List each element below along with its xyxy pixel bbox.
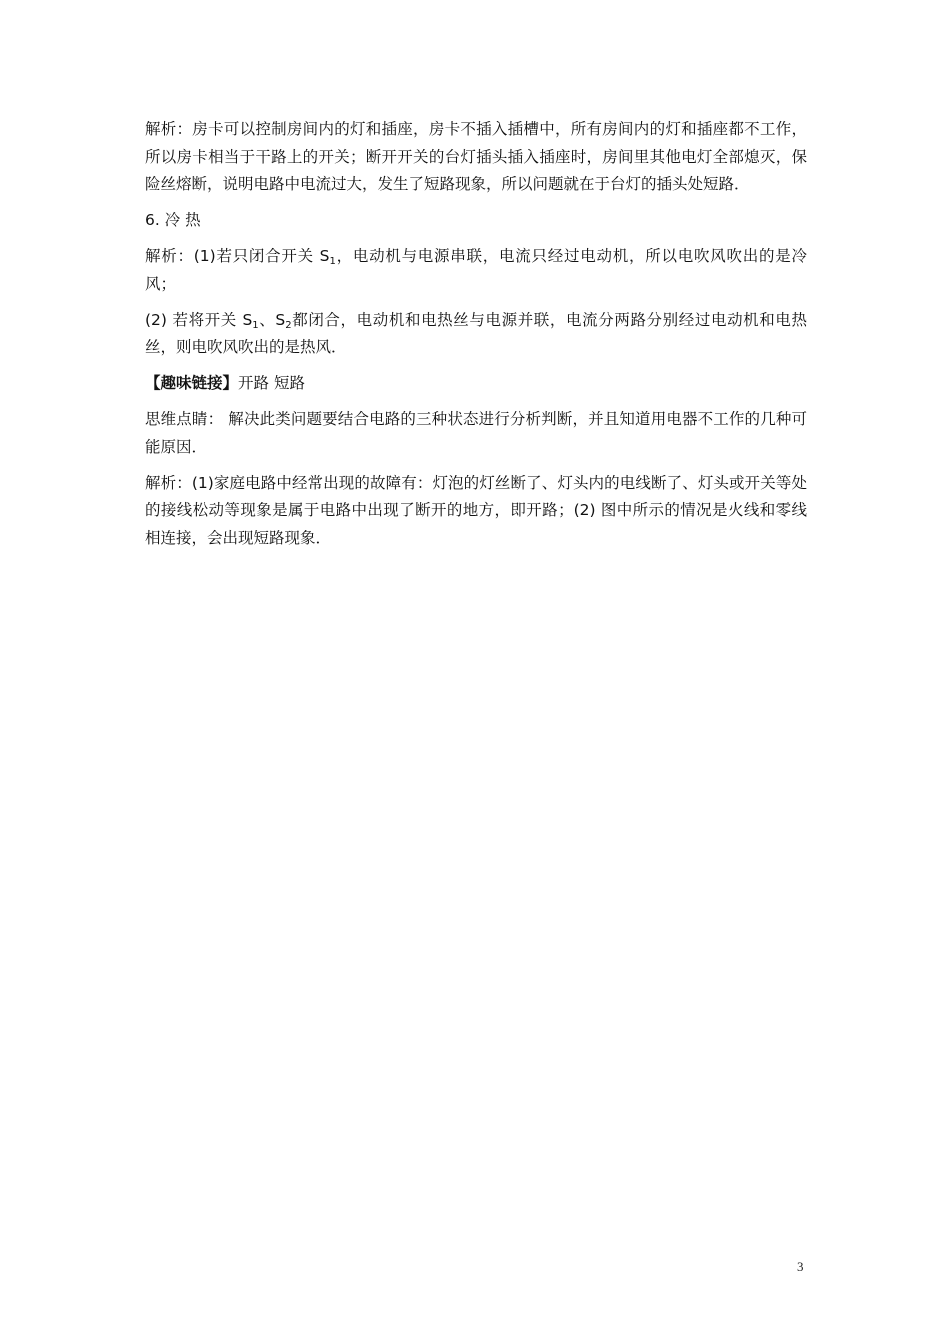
analysis-hairdryer-2-mid: 、S (258, 310, 286, 329)
analysis-circuit-fault (145, 470, 807, 553)
answer-6-text: 6. 冷 热 (145, 211, 201, 229)
subscript-1: 1 (329, 256, 336, 267)
thinking-tip-text: 思维点睛： 解决此类问题要结合电路的三种状态进行分析判断，并且知道用电器不工作的几种可能原因． (145, 410, 807, 456)
page-number: 3 (797, 1259, 804, 1274)
thinking-tip (145, 406, 807, 461)
analysis-hairdryer-1-after: ，电动机与电源串联，电流只经过电动机，所以电吹风吹出的是冷风； (145, 247, 807, 293)
analysis-circuit-fault-text: 解析：(1)家庭电路中经常出现的故障有：灯泡的灯丝断了、灯头内的电线断了、灯头或开关等处的接线松动等现象是属于电路中出现了断开的地方，即开路；(2) 图中所示的情况是火线和零线相连接，会出现短路现象． (145, 473, 807, 547)
subscript-1: 1 (252, 319, 259, 331)
analysis-hairdryer-2-after: 都闭合，电动机和电热丝与电源并联，电流分两路分别经过电动机和电热丝，则电吹风吹出的是热风． (145, 310, 807, 356)
fun-link-heading: 【趣味链接】 (145, 374, 239, 392)
fun-link-answer: 开路 短路 (238, 374, 305, 392)
analysis-hairdryer-1-before: 解析：(1)若只闭合开关 S (145, 247, 330, 265)
answer-content (145, 116, 807, 561)
fun-link (145, 370, 807, 398)
analysis-room-card-text: 解析：房卡可以控制房间内的灯和插座，房卡不插入插槽中，所有房间内的灯和插座都不工作，所以房卡相当于干路上的开关；断开开关的台灯插头插入插座时，房间里其他电灯全部熄灭，保险丝熔断，说明电路中电流过大，发生了短路现象，所以问题就在于台灯的插头处短路． (145, 120, 807, 193)
analysis-hairdryer-2-before: (2) 若将开关 S (145, 310, 253, 329)
analysis-room-card (145, 116, 807, 199)
analysis-hairdryer-1 (145, 243, 807, 298)
subscript-2: 2 (285, 319, 292, 331)
analysis-hairdryer-2 (145, 307, 807, 362)
answer-6 (145, 207, 807, 235)
